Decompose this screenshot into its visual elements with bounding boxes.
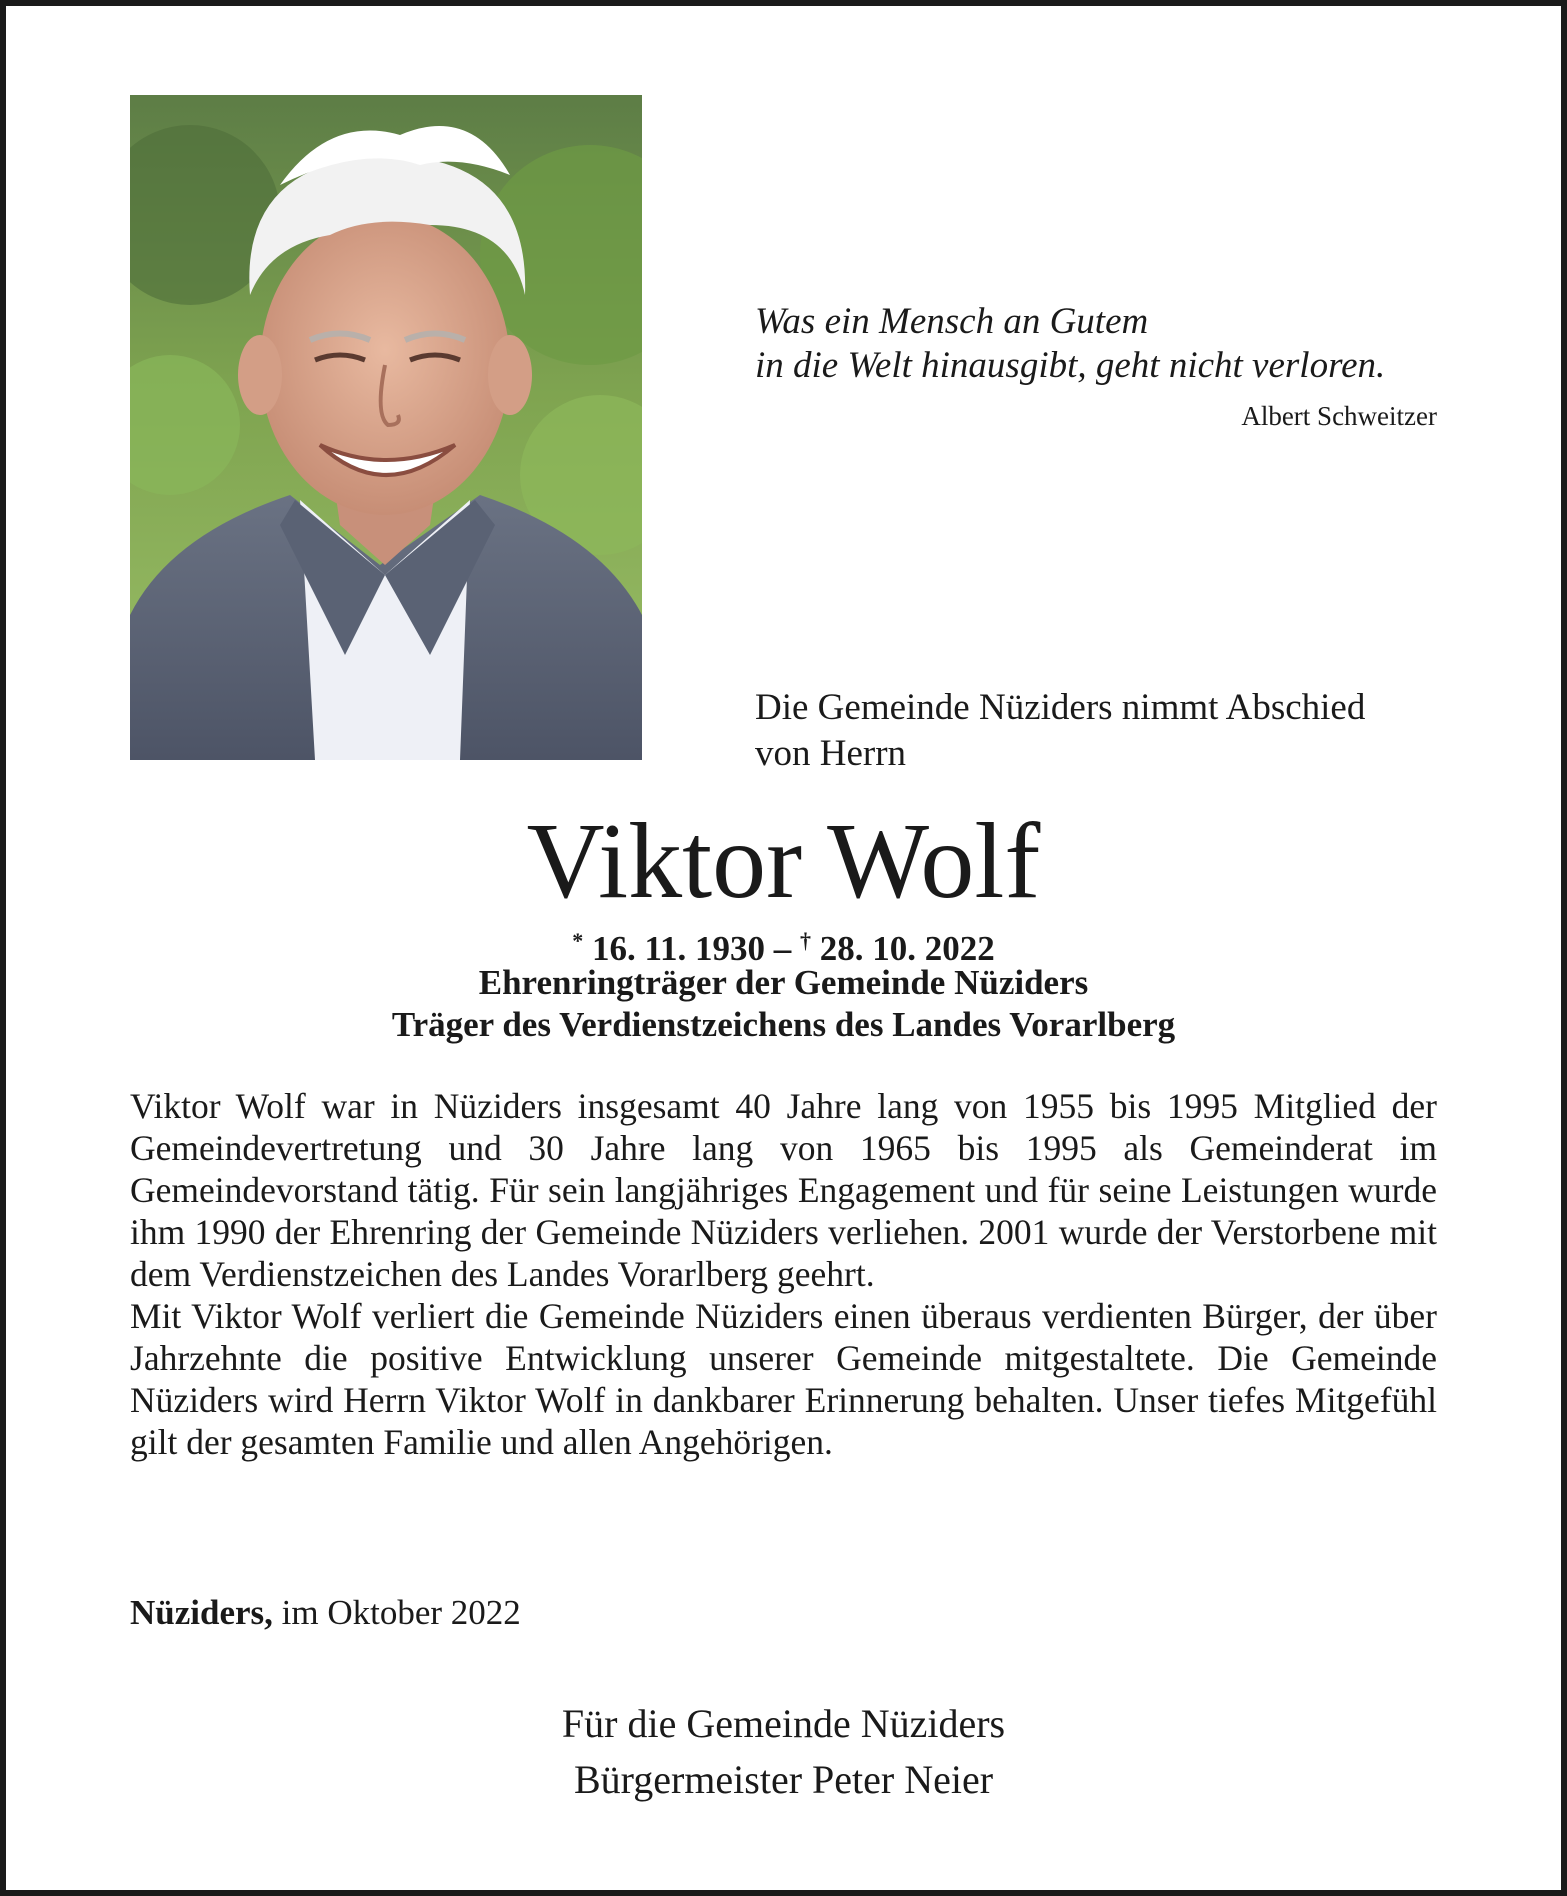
closing-date: im Oktober 2022 xyxy=(281,1593,521,1632)
birth-symbol: * xyxy=(572,928,584,953)
honor-line-2: Träger des Verdienstzeichens des Landes Vorarlberg xyxy=(391,1005,1176,1044)
honor-line-1: Ehrenringträger der Gemeinde Nüziders xyxy=(478,963,1089,1002)
intro-line-2: von Herrn xyxy=(755,733,907,774)
portrait-photo xyxy=(130,95,642,760)
quote xyxy=(755,300,1435,388)
closing-place: Nüziders, xyxy=(130,1593,273,1632)
body-paragraph-1: Viktor Wolf war in Nüziders insgesamt 40 Jahre lang von 1955 bis 1995 Mitglied der Gemeindevertretung und 30 Jahre lang von 1965 bis 1995 als Gemeinderat im Gemeindevorstand tätig. Für sein langjähriges Engagement und für seine Leistungen wurde ihm 1990 der Ehrenring der Gemeinde Nüziders verliehen. 2001 wurde der Verstorbene mit dem Verdienstzeichen des Landes Vorarlberg geehrt. xyxy=(130,1086,1437,1294)
signature-line-2: Bürgermeister Peter Neier xyxy=(573,1757,994,1802)
quote-line-2: in die Welt hinausgibt, geht nicht verloren. xyxy=(755,345,1386,386)
obituary-body xyxy=(130,1085,1437,1463)
intro-text xyxy=(755,685,1445,777)
date-separator: – xyxy=(773,929,792,968)
quote-line-1: Was ein Mensch an Gutem xyxy=(755,301,1149,342)
place-date xyxy=(130,1592,521,1634)
death-date: 28. 10. 2022 xyxy=(819,929,995,968)
intro-line-1: Die Gemeinde Nüziders nimmt Abschied xyxy=(755,687,1366,728)
deceased-name: Viktor Wolf xyxy=(526,802,1041,921)
signature-line-1: Für die Gemeinde Nüziders xyxy=(561,1701,1006,1746)
body-paragraph-2: Mit Viktor Wolf verliert die Gemeinde Nüziders einen überaus verdienten Bürger, der über Jahrzehnte die positive Entwicklung unserer Gemeinde mitgestaltete. Die Gemeinde Nüziders wird Herrn Viktor Wolf in dankbarer Erinnerung behalten. Unser tiefes Mitgefühl gilt der gesamten Familie und allen Angehörigen. xyxy=(130,1296,1437,1462)
birth-date: 16. 11. 1930 xyxy=(591,929,766,968)
portrait-image xyxy=(130,95,642,760)
quote-author: Albert Schweitzer xyxy=(1241,401,1437,431)
death-symbol: † xyxy=(800,928,812,953)
